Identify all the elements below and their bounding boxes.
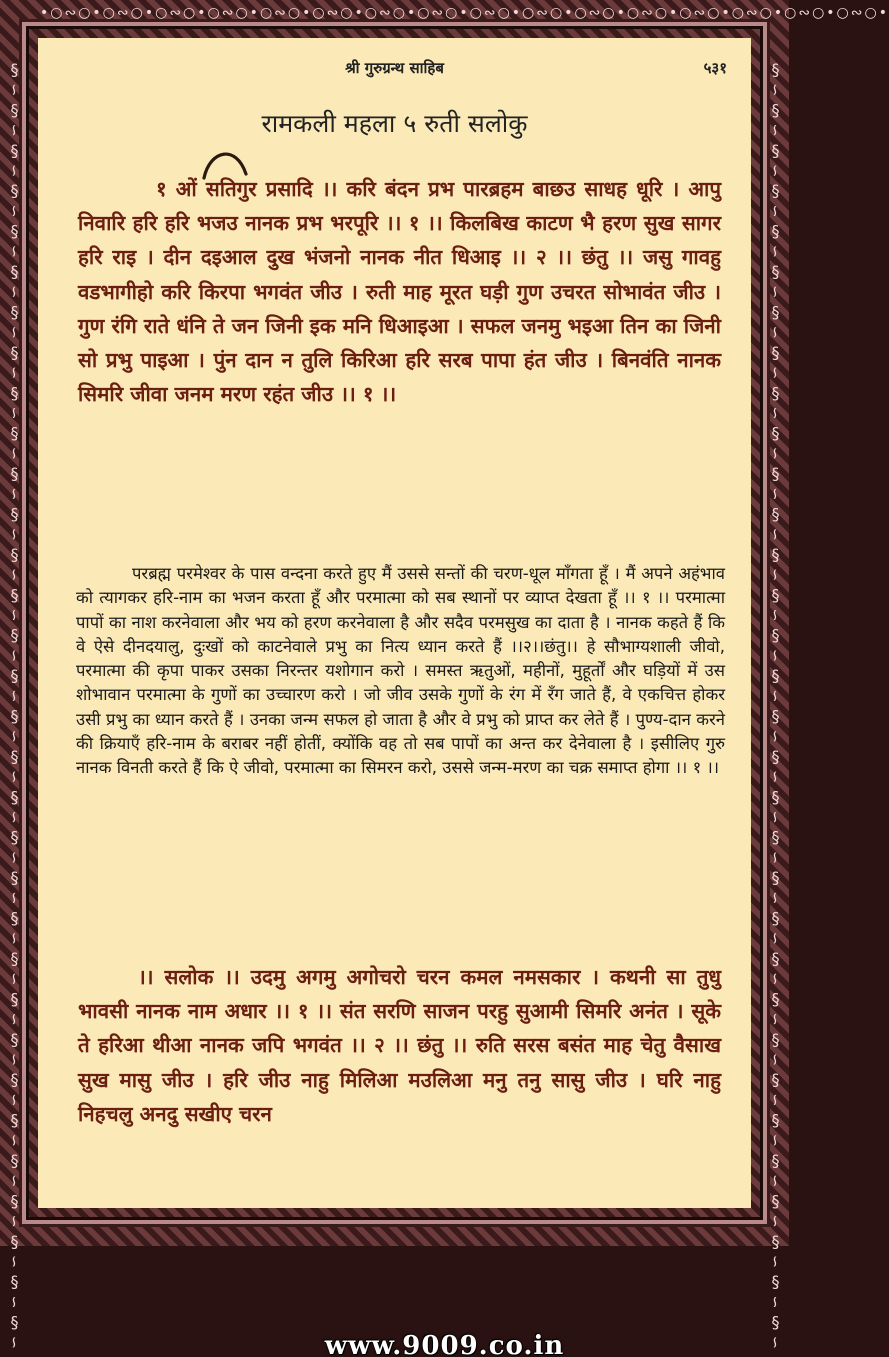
bottom-ornament <box>40 1325 849 1355</box>
hindi-translation-text: परब्रह्म परमेश्वर के पास वन्दना करते हुए मैं उससे सन्तों की चरण-धूल माँगता हूँ । मैं अपने अहंभाव को त्यागकर हरि-नाम का भजन करता हूँ और परमात्मा को सब स्थानों पर व्याप्त देखता हूँ ।। १ ।। परमात्मा पापों का नाश करनेवाला और भय को हरण करनेवाला है और सदैव परमसुख का दाता है । नानक कहते हैं कि वे ऐसे दीनदयालु, दुःखों को काटनेवाले प्रभु का नित्य ध्यान करते हैं ।।२।।छंतु।। हे सौभाग्यशाली जीवो, परमात्मा की कृपा पाकर उसका निरन्तर यशोगान करो । समस्त ऋतुओं, महीनों, मुहूर्तों और घड़ियों में उस शोभावान परमात्मा के गुणों का उच्चारण करो । जो जीव उसके गुणों के रंग में रँग जाते हैं, वे एकचित्त होकर उसी प्रभु का ध्यान करते हैं । उनका जन्म सफल हो जाता है और वे प्रभु को प्राप्त कर लेते हैं । पुण्य-दान करने की क्रियाएँ हरि-नाम के बराबर नहीं होतीं, क्योंकि वह तो सब पापों का अन्त कर देनेवाला है । इसीलिए गुरु नानक विनती करते हैं कि ऐ जीवो, परमात्मा का सिमरन करो, उससे जन्म-मरण का चक्र समाप्त होगा ।। १ ।। <box>76 564 725 778</box>
gurmukhi-verse-block-2 <box>78 960 721 1131</box>
page-number: ५३१ <box>703 59 727 77</box>
book-title: श्री गुरुग्रन्थ साहिब <box>345 59 444 77</box>
website-url[interactable]: www.9009.co.in <box>324 1331 565 1357</box>
hindi-translation <box>76 562 725 781</box>
right-ornament: §∽§∽§∽§∽§∽§∽§∽§∽§∽§∽§∽§∽§∽§∽§∽§∽§∽§∽§∽§∽§∽§∽§∽§∽§∽§∽§∽§∽§∽§∽§∽§∽ <box>766 60 785 1353</box>
gurmukhi-text-1: १ ओं सतिगुर प्रसादि ।। करि बंदन प्रभ पारब्रहम बाछउ साधह धूरि । आपु निवारि हरि हरि भजउ नानक प्रभ भरपूरि ।। १ ।। किलबिख काटण भै हरण सुख सागर हरि राइ । दीन दइआल दुख भंजनो नानक नीत धिआइ ।। २ ।। छंतु ।। जसु गावहु वडभागीहो करि किरपा भगवंत जीउ । रुती माह मूरत घड़ी गुण उचरत सोभावंत जीउ । गुण रंगि राते धंनि ते जन जिनी इक मनि धिआइआ । सफल जनमु भइआ तिन का जिनी सो प्रभु पाइआ । पुंन दान न तुलि किरिआ हरि सरब पापा हंत जीउ । बिनवंति नानक सिमरि जीवा जनम मरण रहंत जीउ ।। १ ।। <box>78 177 721 407</box>
page-header <box>38 58 751 82</box>
top-ornament: •○∾○•○∾○•○∾○•○∾○•○∾○•○∾○•○∾○•○∾○•○∾○•○∾○•○∾○•○∾○•○∾○•○∾○•○∾○•○∾○• <box>40 5 889 21</box>
scripture-page <box>38 38 751 1208</box>
gurmukhi-verse-block-1 <box>78 172 721 411</box>
section-heading: रामकली महला ५ रुती सलोकु <box>261 109 528 138</box>
gurmukhi-text-2: ।। सलोक ।। उदमु अगमु अगोचरो चरन कमल नमसकार । कथनी सा तुधु भावसी नानक नाम अधार ।। १ ।। संत सरणि साजन परहु सुआमी सिमरि अनंत । सूके ते हरिआ थीआ नानक जपि भगवंत ।। २ ।। छंतु ।। रुति सरस बसंत माह चेतु वैसाख सुख मासु जीउ । हरि जीउ नाहु मिलिआ मउलिआ मनु तनु सासु जीउ । घरि नाहु निहचलु अनदु सखीए चरन <box>78 965 721 1126</box>
left-ornament: §∽§∽§∽§∽§∽§∽§∽§∽§∽§∽§∽§∽§∽§∽§∽§∽§∽§∽§∽§∽§∽§∽§∽§∽§∽§∽§∽§∽§∽§∽§∽§∽ <box>5 60 24 1353</box>
